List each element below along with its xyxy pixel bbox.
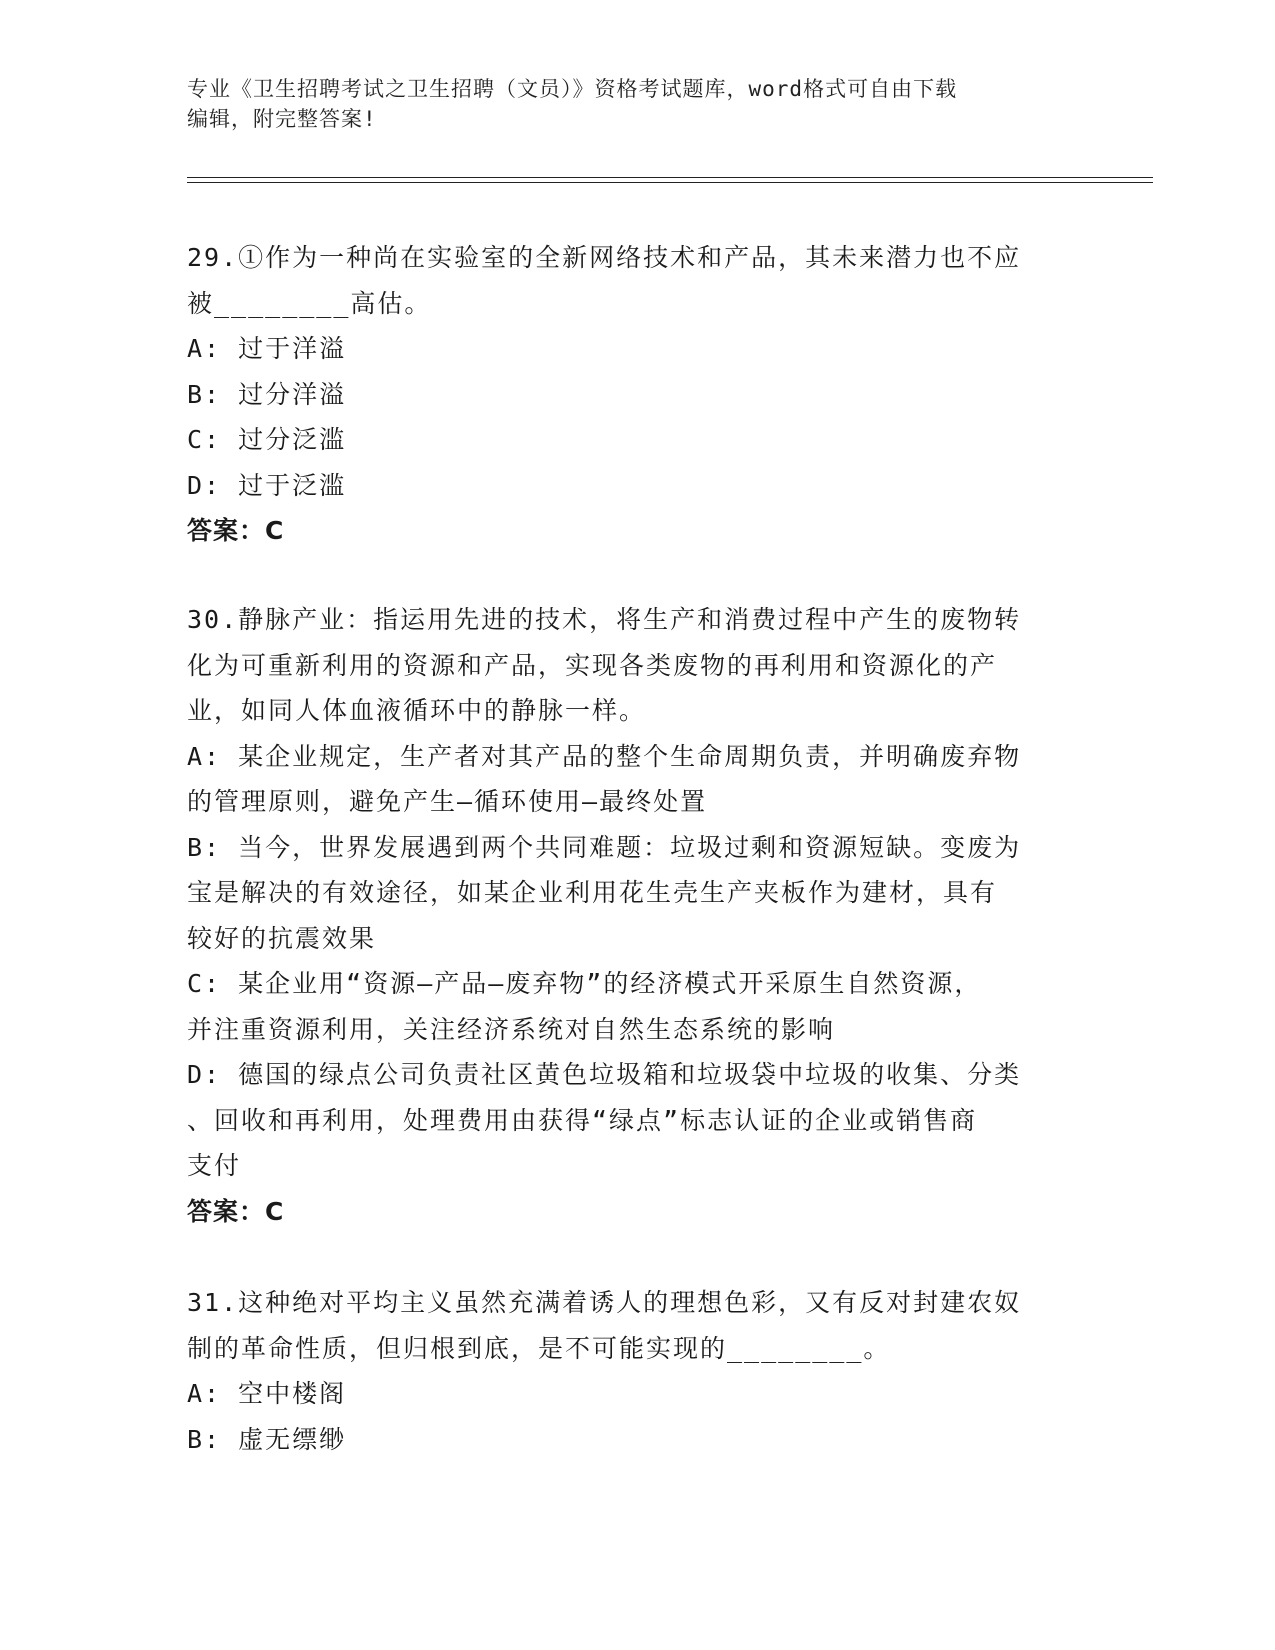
question-29-stem-line-1: 29.①作为一种尚在实验室的全新网络技术和产品，其未来潜力也不应 — [187, 243, 1022, 272]
question-30-option-d-line-3: 支付 — [187, 1151, 242, 1180]
question-30 — [187, 597, 1077, 1234]
question-30-option-b-line-1: B: 当今，世界发展遇到两个共同难题：垃圾过剩和资源短缺。变废为 — [187, 832, 1022, 862]
question-30-stem-line-2: 化为可重新利用的资源和产品，实现各类废物的再利用和资源化的产 — [187, 650, 998, 680]
header-rule-top — [187, 177, 1153, 178]
question-30-option-c-line-1: C: 某企业用“资源—产品—废弃物”的经济模式开采原生自然资源， — [187, 969, 982, 998]
question-31-stem-line-1: 31.这种绝对平均主义虽然充满着诱人的理想色彩，又有反对封建农奴 — [187, 1288, 1022, 1317]
question-30-stem-line-3: 业，如同人体血液循环中的静脉一样。 — [187, 696, 647, 725]
header-line-1: 专业《卫生招聘考试之卫生招聘（文员）》资格考试题库，word格式可自由下载 — [187, 77, 958, 101]
question-29-answer: 答案：C — [187, 516, 285, 545]
question-30-option-d-line-2: 、回收和再利用，处理费用由获得“绿点”标志认证的企业或销售商 — [187, 1105, 978, 1135]
question-29-option-c: C: 过分泛滥 — [187, 425, 347, 454]
question-29 — [187, 235, 1077, 554]
question-31-option-b: B: 虚无缥缈 — [187, 1424, 347, 1454]
question-29-option-d: D: 过于泛滥 — [187, 470, 347, 500]
question-30-option-b-line-3: 较好的抗震效果 — [187, 923, 377, 953]
question-31 — [187, 1280, 1077, 1462]
question-29-stem-line-2: 被________高估。 — [187, 288, 432, 318]
question-29-option-a: A: 过于洋溢 — [187, 334, 347, 363]
question-30-option-b-line-2: 宝是解决的有效途径，如某企业利用花生壳生产夹板作为建材，具有 — [187, 878, 998, 907]
header-line-2: 编辑，附完整答案! — [187, 107, 377, 131]
header-rule-bottom — [187, 182, 1153, 183]
question-30-option-d-line-1: D: 德国的绿点公司负责社区黄色垃圾箱和垃圾袋中垃圾的收集、分类 — [187, 1060, 1022, 1089]
question-30-answer: 答案：C — [187, 1196, 285, 1226]
document-header — [187, 74, 1067, 134]
question-30-option-a-line-1: A: 某企业规定，生产者对其产品的整个生命周期负责，并明确废弃物 — [187, 741, 1022, 771]
question-29-option-b: B: 过分洋溢 — [187, 379, 347, 409]
question-30-option-c-line-2: 并注重资源利用，关注经济系统对自然生态系统的影响 — [187, 1014, 836, 1044]
question-30-option-a-line-2: 的管理原则，避免产生—循环使用—最终处置 — [187, 787, 708, 816]
question-31-option-a: A: 空中楼阁 — [187, 1379, 347, 1408]
question-30-stem-line-1: 30.静脉产业：指运用先进的技术，将生产和消费过程中产生的废物转 — [187, 605, 1022, 634]
question-31-stem-line-2: 制的革命性质，但归根到底，是不可能实现的________。 — [187, 1333, 891, 1363]
